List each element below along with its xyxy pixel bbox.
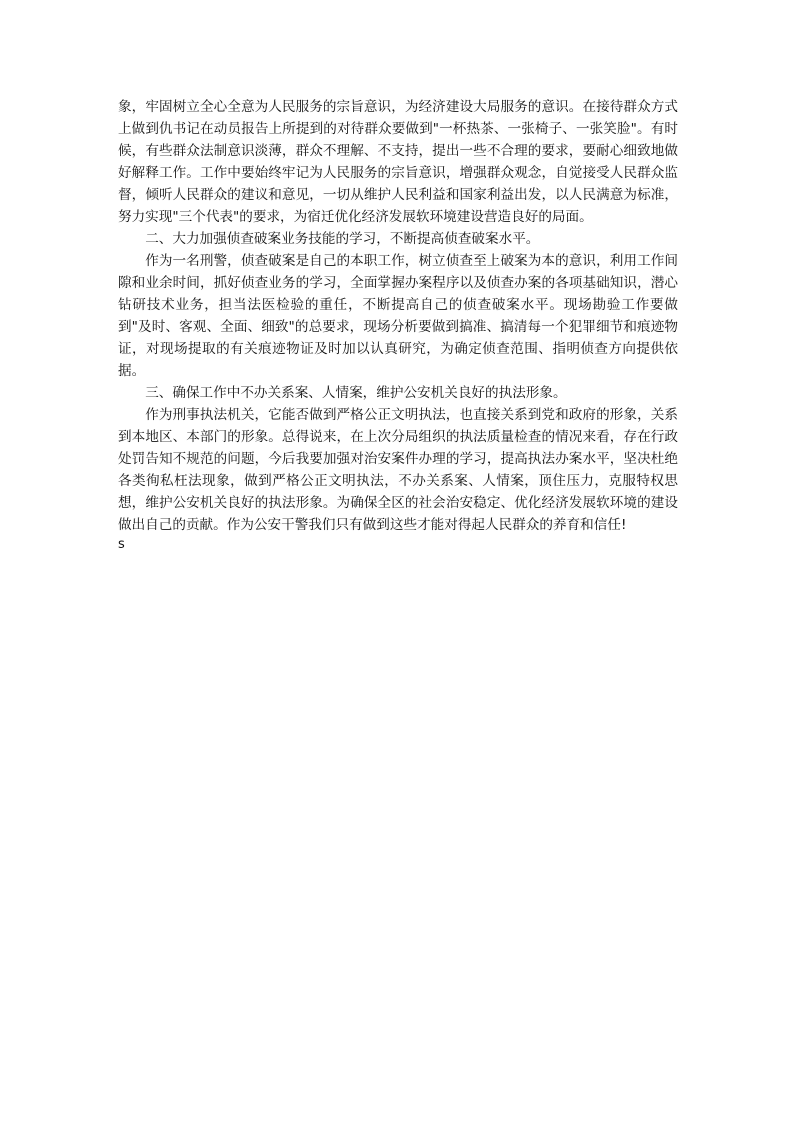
paragraph-law-enforcement-image: 作为刑事执法机关，它能否做到严格公正文明执法，也直接关系到党和政府的形象，关系到本地区、本部门的形象。总得说来，在上次分局组织的执法质量检查的情况来看，存在行政处罚告知不规范的问题，今后我要加强对治安案件办理的学习，提高执法办案水平，坚决杜绝各类徇私枉法现象，做到严格公正文明执法，不办关系案、人情案，顶住压力，克服特权思想，维护公安机关良好的执法形象。为确保全区的社会治安稳定、优化经济发展软环境的建设做出自己的贡献。作为公安干警我们只有做到这些才能对得起人民群众的养育和信任! bbox=[118, 407, 678, 533]
paragraph-investigation-skills: 作为一名刑警，侦查破案是自己的本职工作，树立侦查至上破案为本的意识，利用工作间隙和业余时间，抓好侦查业务的学习，全面掌握办案程序以及侦查办案的各项基础知识，潜心钻研技术业务，担当法医检验的重任，不断提高自己的侦查破案水平。现场勘验工作要做到"及时、客观、全面、细致"的总要求，现场分析要做到搞准、搞清每一个犯罪细节和痕迹物证，对现场提取的有关痕迹物证及时加以认真研究，为确定侦查范围、指明侦查方向提供依据。 bbox=[118, 253, 678, 379]
section-heading-3: 三、确保工作中不办关系案、人情案，维护公安机关良好的执法形象。 bbox=[145, 385, 567, 401]
section-heading-2: 二、大力加强侦查破案业务技能的学习，不断提高侦查破案水平。 bbox=[145, 231, 540, 247]
paragraph-continuation: 象，牢固树立全心全意为人民服务的宗旨意识，为经济建设大局服务的意识。在接待群众方式上做到仇书记在动员报告上所提到的对待群众要做到"一杯热茶、一张椅子、一张笑脸"。有时候，有些群众法制意识淡薄，群众不理解、不支持，提出一些不合理的要求，要耐心细致地做好解释工作。工作中要始终牢记为人民服务的宗旨意识，增强群众观念，自觉接受人民群众监督，倾听人民群众的建议和意见，一切从维护人民利益和国家利益出发，以人民满意为标准，努力实现"三个代表"的要求，为宿迁优化经济发展软环境建设营造良好的局面。 bbox=[118, 99, 678, 225]
trailing-mark: s bbox=[118, 537, 125, 552]
document-body bbox=[118, 96, 678, 536]
